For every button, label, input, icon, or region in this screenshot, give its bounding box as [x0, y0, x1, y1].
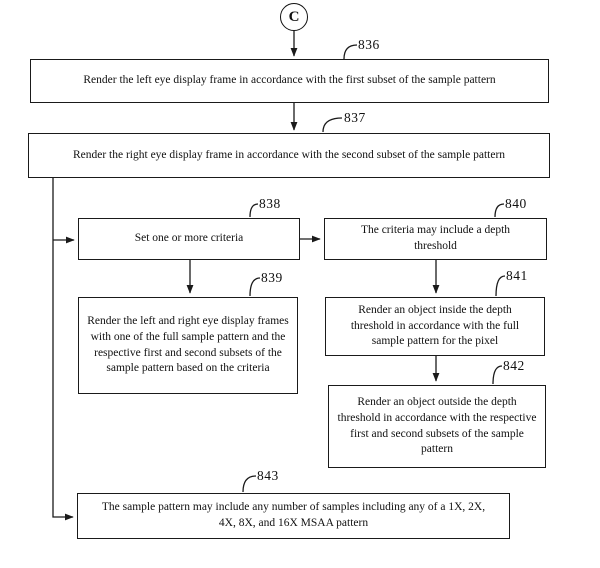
flow-box-838-text: Set one or more criteria [134, 232, 244, 245]
ref-label-837: 837 [344, 110, 366, 125]
flow-box-836 [30, 59, 549, 103]
leader-842 [493, 366, 502, 384]
flow-box-840 [324, 218, 547, 260]
flow-box-839-text: Render the left and right eye display frames with one of the full sample pattern and the respective first and second subsets of the sample pattern based on the criteria [87, 314, 289, 375]
leader-836 [344, 45, 357, 59]
flow-box-837-text: Render the right eye display frame in accordance with the second subset of the sample pattern [72, 148, 506, 161]
ref-label-841: 841 [506, 268, 528, 283]
leader-841 [496, 276, 505, 296]
flow-box-839 [78, 297, 298, 394]
rail-837-to-843 [53, 178, 73, 517]
flow-box-843-text: The sample pattern may include any number of samples including any of a 1X, 2X, 4X, 8X, and 16X MSAA pattern [101, 501, 486, 529]
leader-843 [243, 476, 256, 492]
flow-box-837 [28, 133, 550, 178]
leader-840 [495, 204, 504, 217]
flow-box-842 [328, 385, 546, 468]
flow-box-840-text: The criteria may include a depth threshold [360, 224, 511, 252]
ref-label-842: 842 [503, 358, 525, 373]
leader-837 [323, 118, 342, 132]
flow-box-841-text: Render an object inside the depth threshold in accordance with the full sample pattern for the pixel [350, 303, 520, 348]
flow-box-836-text: Render the left eye display frame in accordance with the first subset of the sample pattern [83, 74, 496, 87]
ref-label-843: 843 [257, 468, 279, 483]
leader-839 [250, 278, 260, 296]
ref-label-840: 840 [505, 196, 527, 211]
ref-label-839: 839 [261, 270, 283, 285]
flow-box-842-text: Render an object outside the depth threshold in accordance with the respective first and second subsets of the sample pattern [337, 395, 537, 456]
leader-838 [250, 204, 258, 217]
flow-box-841 [325, 297, 545, 356]
flow-box-843 [77, 493, 510, 539]
connector-c-label: C [288, 8, 300, 25]
ref-label-836: 836 [358, 37, 380, 52]
ref-label-838: 838 [259, 196, 281, 211]
connector-c [280, 3, 308, 31]
flow-box-838 [78, 218, 300, 260]
